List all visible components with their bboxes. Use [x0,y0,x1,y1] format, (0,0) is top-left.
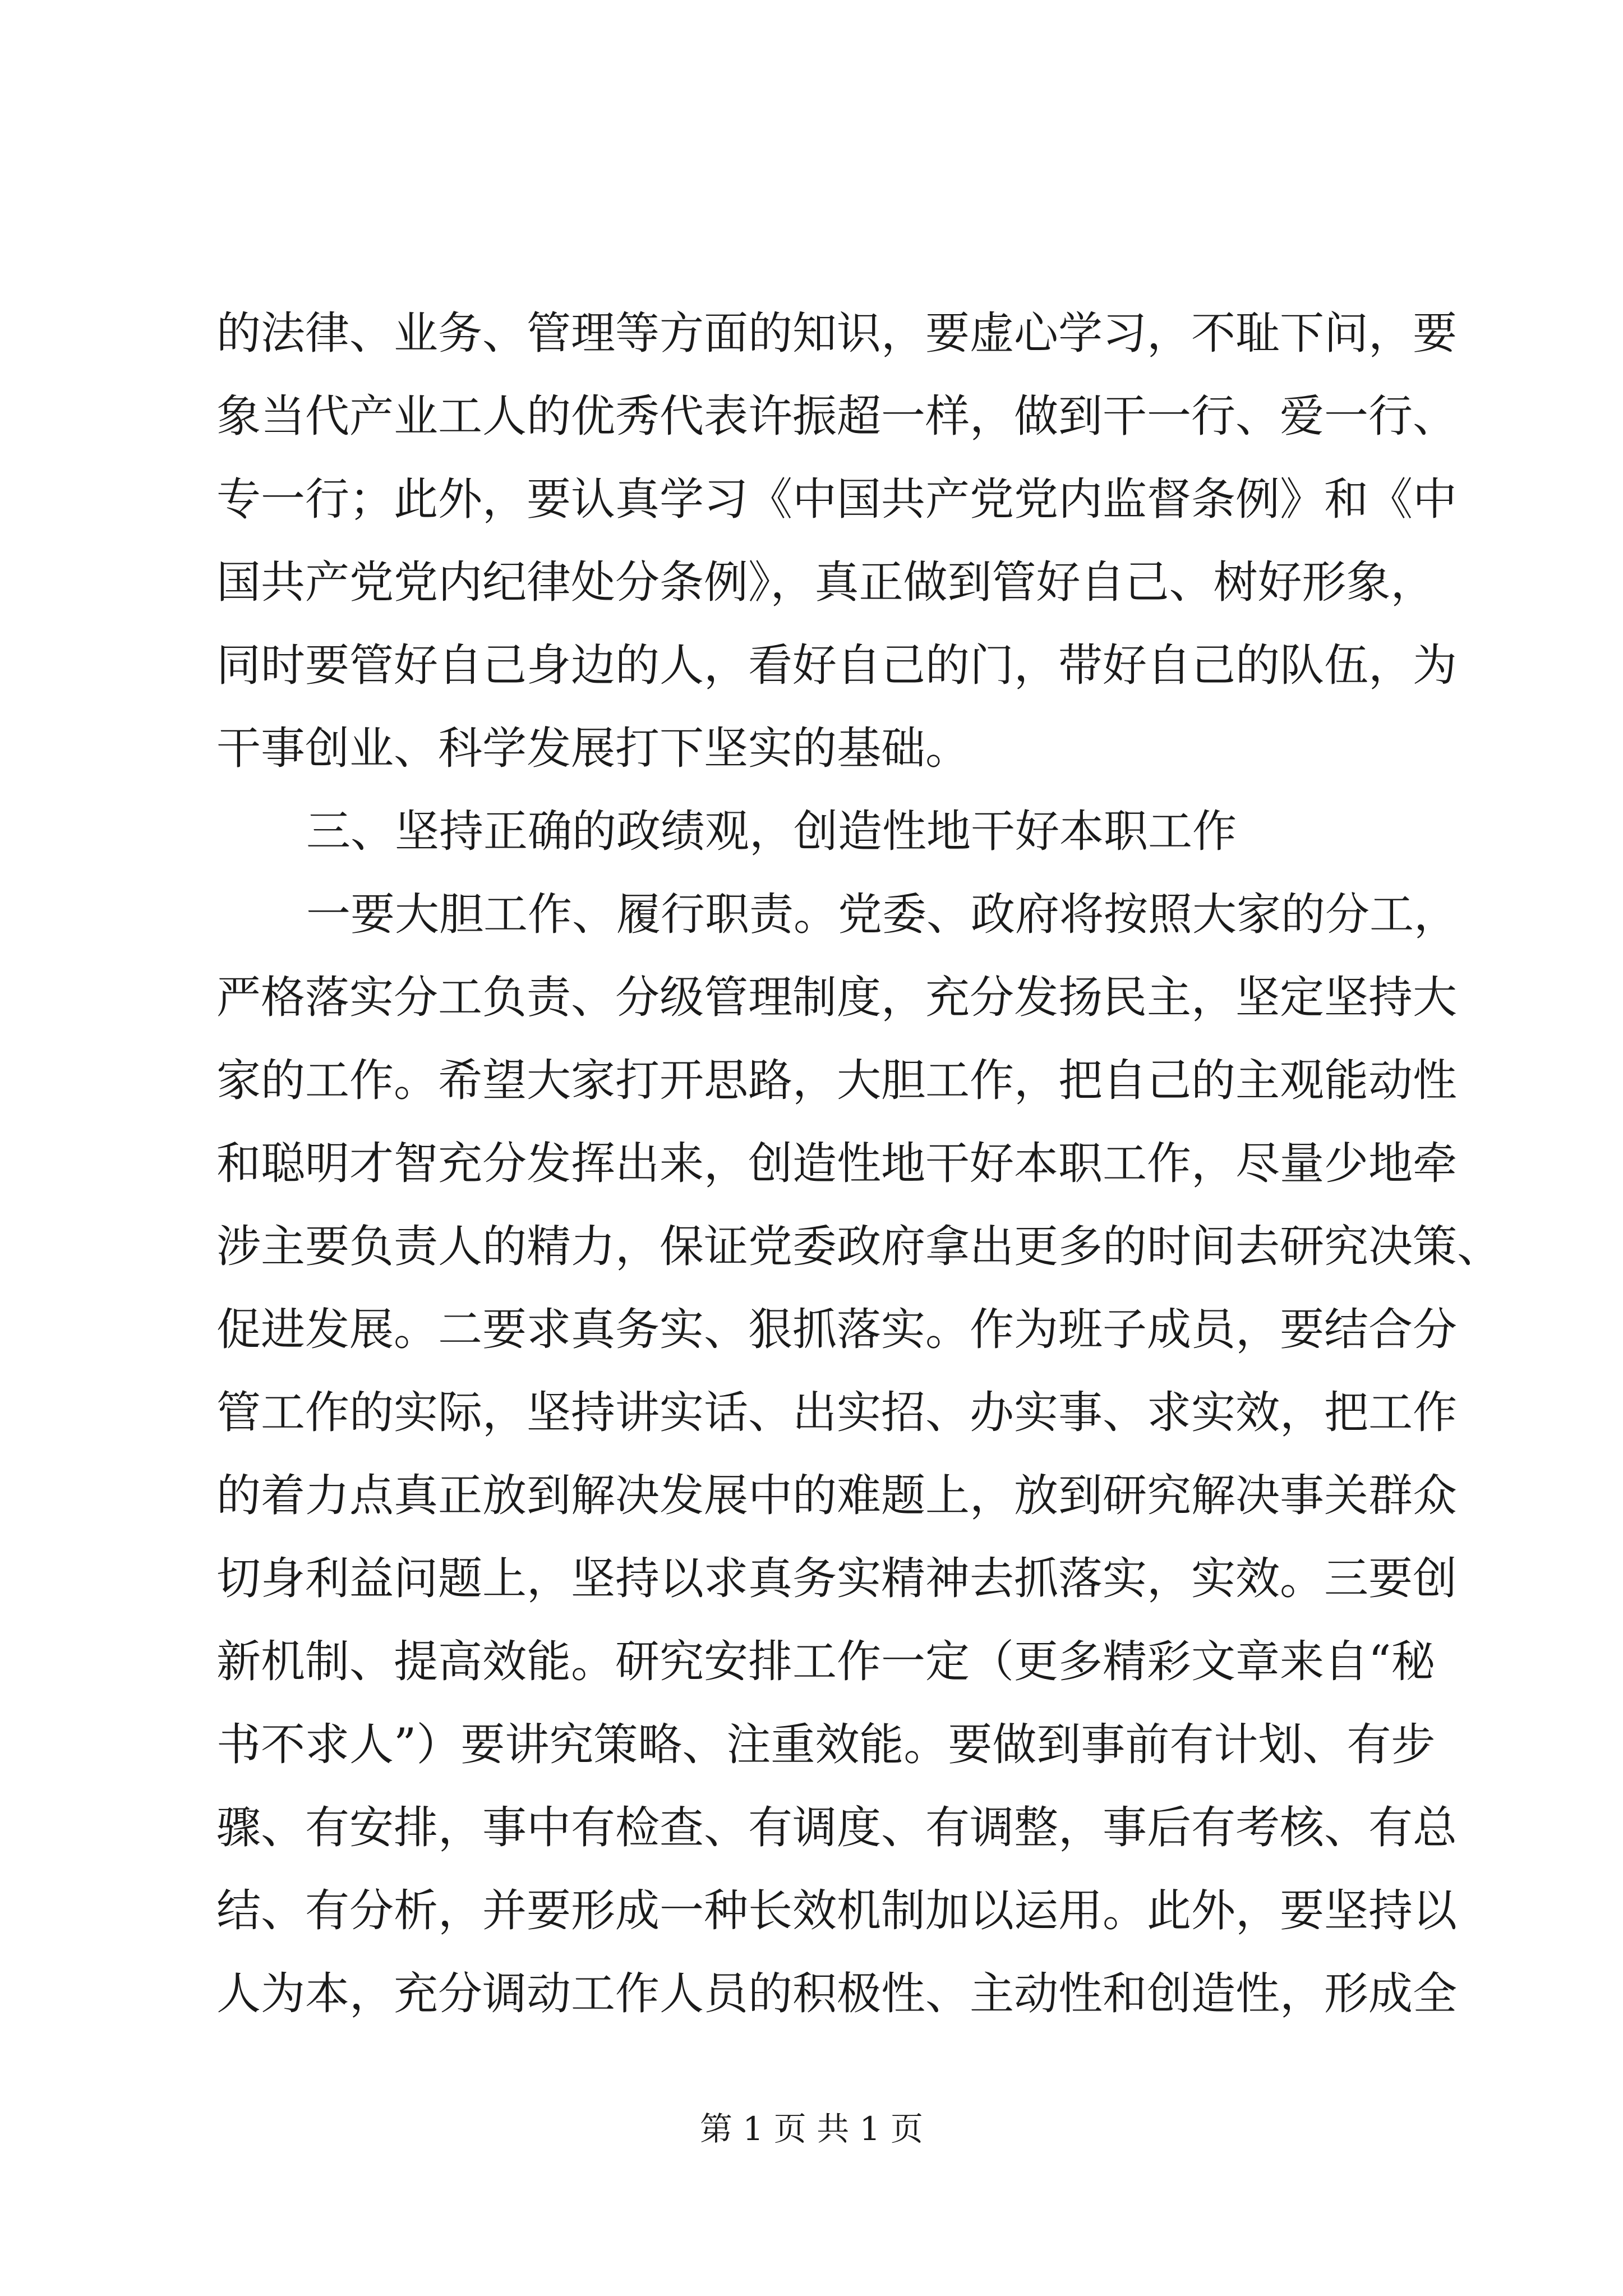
text-line: 切身利益问题上，坚持以求真务实精神去抓落实，实效。三要创 [216,1553,1457,1604]
text-line: 骤、有安排，事中有检查、有调度、有调整，事后有考核、有总 [216,1802,1457,1853]
text-line: 新机制、提高效能。研究安排工作一定（更多精彩文章来自“秘 [216,1636,1436,1687]
text-line: 促进发展。二要求真务实、狠抓落实。作为班子成员，要结合分 [216,1304,1457,1355]
document-body [216,292,1501,2035]
paragraph-first-line: 一要大胆工作、履行职责。党委、政府将按照大家的分工， [306,889,1458,940]
text-line: 结、有分析，并要形成一种长效机制加以运用。此外，要坚持以 [216,1885,1457,1936]
text-line: 同时要管好自己身边的人，看好自己的门，带好自己的队伍，为 [216,639,1457,691]
text-line: 家的工作。希望大家打开思路，大胆工作，把自己的主观能动性 [216,1055,1457,1106]
text-line: 专一行；此外，要认真学习《中国共产党党内监督条例》和《中 [216,473,1457,525]
text-line: 和聪明才智充分发挥出来，创造性地干好本职工作，尽量少地牵 [216,1138,1457,1189]
text-line: 涉主要负责人的精力，保证党委政府拿出更多的时间去研究决策、 [216,1221,1501,1272]
text-line: 严格落实分工负责、分级管理制度，充分发扬民主，坚定坚持大 [216,972,1457,1023]
text-line: 的着力点真正放到解决发展中的难题上，放到研究解决事关群众 [216,1470,1457,1521]
text-line: 的法律、业务、管理等方面的知识，要虚心学习，不耻下问，要 [216,307,1457,359]
text-line: 人为本，充分调动工作人员的积极性、主动性和创造性，形成全 [216,1968,1457,2019]
section-heading: 三、坚持正确的政绩观，创造性地干好本职工作 [306,806,1237,857]
text-line: 书不求人”）要讲究策略、注重效能。要做到事前有计划、有步 [216,1719,1436,1770]
text-line: 管工作的实际，坚持讲实话、出实招、办实事、求实效，把工作 [216,1387,1457,1438]
text-line: 象当代产业工人的优秀代表许振超一样，做到干一行、爱一行、 [216,390,1457,442]
text-line: 干事创业、科学发展打下坚实的基础。 [216,723,970,774]
text-line: 国共产党党内纪律处分条例》，真正做到管好自己、树好形象， [216,556,1435,608]
page-number-footer: 第 1 页 共 1 页 [700,2110,923,2148]
